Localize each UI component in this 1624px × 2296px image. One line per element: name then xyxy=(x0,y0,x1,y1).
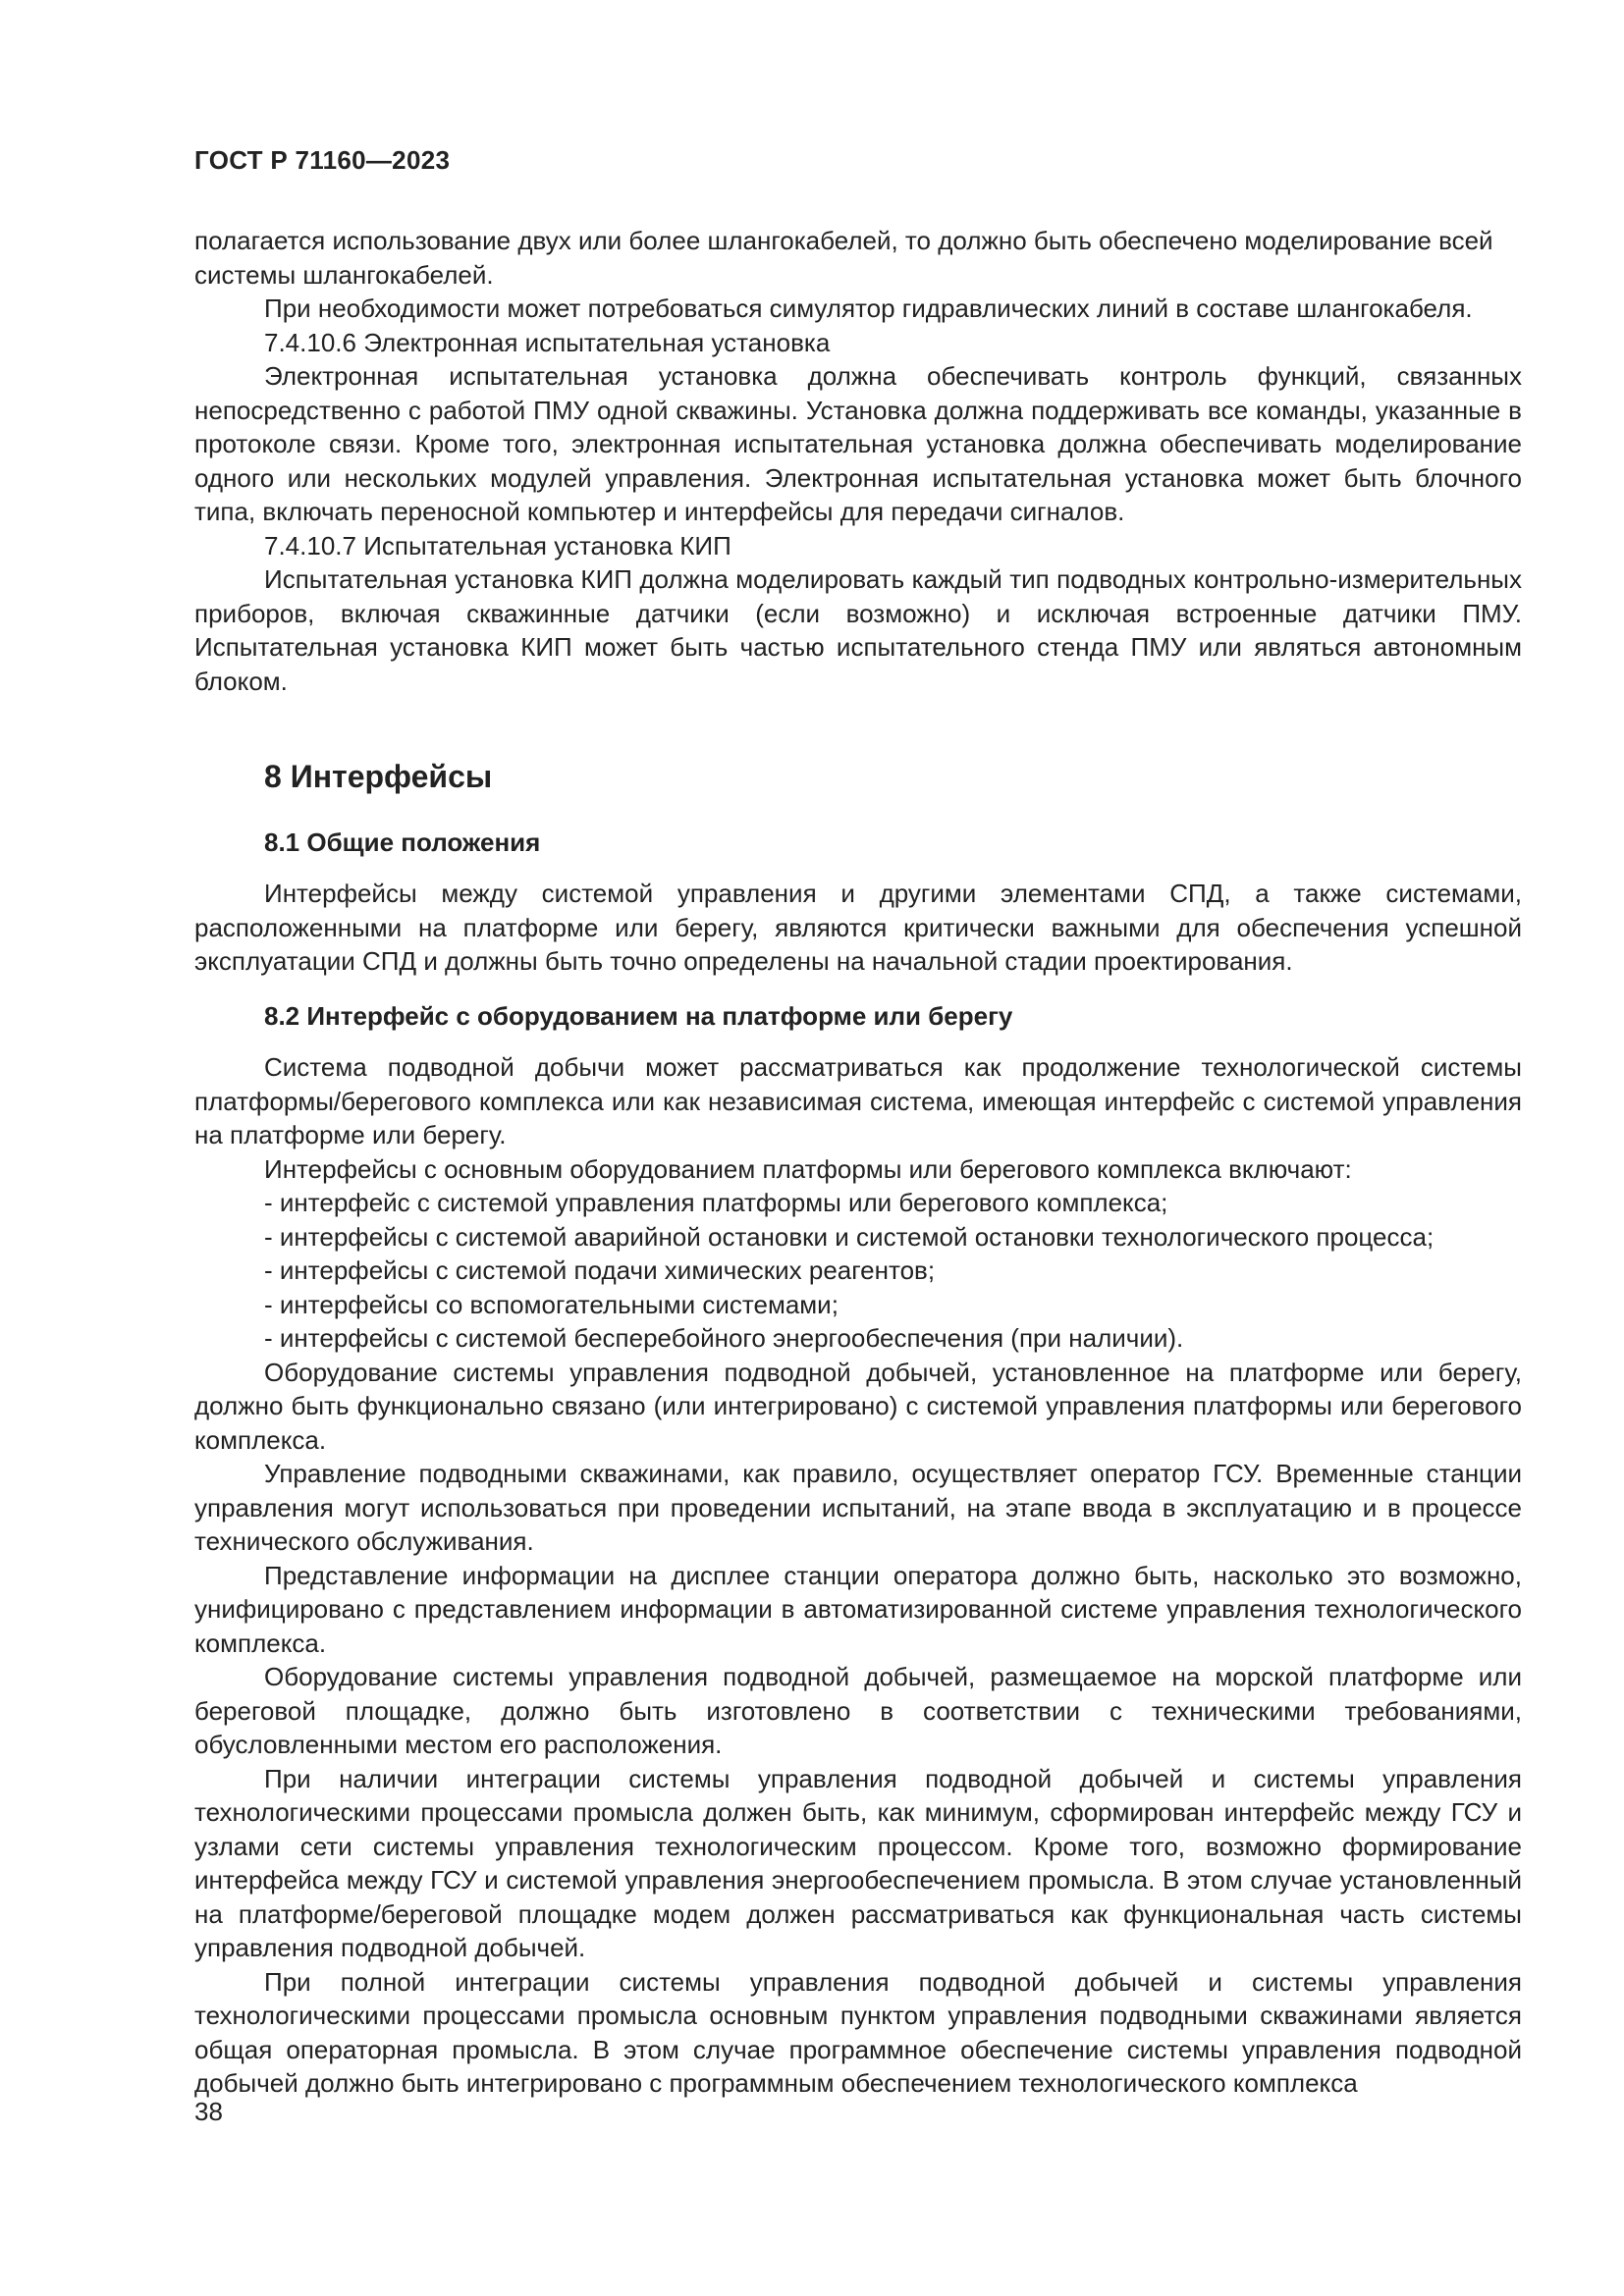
list-item: - интерфейсы с системой аварийной остановки и системой остановки технологического процесса; xyxy=(264,1221,1435,1252)
paragraph: При наличии интеграции системы управления подводной добычей и системы управления технологическими процессами промысла должен быть, как минимум, сформирован интерфейс между ГСУ и узлами сети системы управления технологическим процессом. Кроме того, возможно формирование интерфейса между ГСУ и системой управления энергообеспечением промысла. В этом случае установленный на платформе/береговой площадке модем должен рассматриваться как функциональная часть системы управления подводной добычей. xyxy=(194,1763,1522,1962)
paragraph: Оборудование системы управления подводной добычей, установленное на платформе или берегу, должно быть функционально связано (или интегрировано) с системой управления платформы или берегового комплекса. xyxy=(194,1357,1522,1455)
subsection-title-8-1: 8.1 Общие положения xyxy=(264,828,541,857)
paragraph: полагается использование двух или более шлангокабелей, то должно быть обеспечено моделирование всей системы шлангокабелей. xyxy=(194,226,1493,290)
intro-text-block xyxy=(194,224,1522,698)
paragraph: При необходимости может потребоваться симулятор гидравлических линий в составе шлангокабеля. xyxy=(264,294,1473,323)
standard-header: ГОСТ Р 71160—2023 xyxy=(194,145,451,175)
subsection-title-8-2: 8.2 Интерфейс с оборудованием на платформе или берегу xyxy=(264,1001,1013,1031)
paragraph: При полной интеграции системы управления подводной добычей и системы управления технологическими процессами промысла основным пунктом управления подводными скважинами является общая операторная промысла. В этом случае программное обеспечение системы управления подводной добычей должно быть интегрировано с программным обеспечением технологического комплекса xyxy=(194,1966,1522,2098)
section-8-1-text xyxy=(194,877,1522,979)
paragraph: Система подводной добычи может рассматриваться как продолжение технологической системы платформы/берегового комплекса или как независимая система, имеющая интерфейс с системой управления на платформе или берегу. xyxy=(194,1052,1522,1149)
list-item: - интерфейсы с системой подачи химических реагентов; xyxy=(264,1255,936,1285)
list-item: - интерфейс с системой управления платформы или берегового комплекса; xyxy=(264,1188,1168,1217)
subsection-heading: 7.4.10.7 Испытательная установка КИП xyxy=(264,530,731,561)
subsection-heading: 7.4.10.6 Электронная испытательная установка xyxy=(264,327,831,357)
paragraph: Испытательная установка КИП должна моделировать каждый тип подводных контрольно-измерительных приборов, включая скважинные датчики (если возможно) и исключая встроенные датчики ПМУ. Испытательная установка КИП может быть частью испытательного стенда ПМУ или являться автономным блоком. xyxy=(194,564,1522,696)
bullet-list xyxy=(194,1186,1522,1356)
list-item: - интерфейсы с системой бесперебойного энергообеспечения (при наличии). xyxy=(264,1323,1184,1353)
paragraph: Оборудование системы управления подводной добычей, размещаемое на морской платформе или береговой площадке, должно быть изготовлено в соответствии с техническими требованиями, обусловленными местом его расположения. xyxy=(194,1662,1522,1759)
paragraph: Управление подводными скважинами, как правило, осуществляет оператор ГСУ. Временные станции управления могут использоваться при проведении испытаний, на этапе ввода в эксплуатацию и в процессе технического обслуживания. xyxy=(194,1459,1522,1556)
list-item: - интерфейсы со вспомогательными системами; xyxy=(264,1289,839,1319)
page-number: 38 xyxy=(194,2097,223,2126)
paragraph: Представление информации на дисплее станции оператора должно быть, насколько это возможно, унифицировано с представлением информации в автоматизированной системе управления технологического комплекса. xyxy=(194,1560,1522,1658)
paragraph: Интерфейсы с основным оборудованием платформы или берегового комплекса включают: xyxy=(264,1153,1352,1184)
section-title: 8 Интерфейсы xyxy=(264,759,493,794)
section-8-2-text xyxy=(194,1050,1522,2101)
paragraph: Электронная испытательная установка должна обеспечивать контроль функций, связанных непосредственно с работой ПМУ одной скважины. Установка должна поддерживать все команды, указанные в протоколе связи. Кроме того, электронная испытательная установка должна обеспечивать моделирование одного или нескольких модулей управления. Электронная испытательная установка может быть блочного типа, включать переносной компьютер и интерфейсы для передачи сигналов. xyxy=(194,361,1522,526)
paragraph: Интерфейсы между системой управления и другими элементами СПД, а также системами, расположенными на платформе или берегу, являются критически важными для обеспечения успешной эксплуатации СПД и должны быть точно определены на начальной стадии проектирования. xyxy=(194,879,1522,976)
